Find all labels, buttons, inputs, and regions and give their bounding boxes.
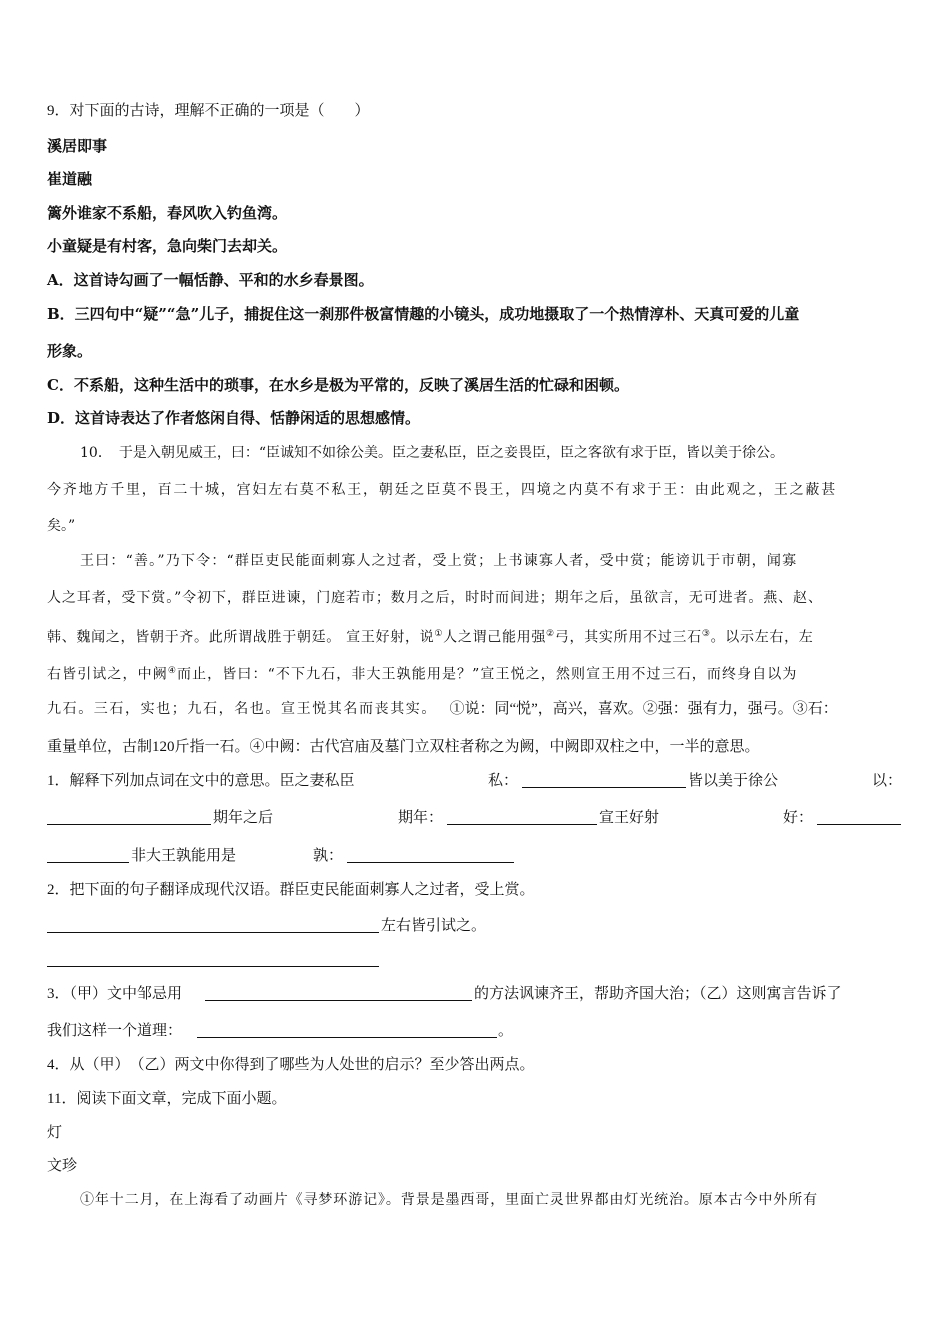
q9-option-b-line-1: B．三四句中“疑”“急”儿子，捕捉住这一刹那件极富情趣的小镜头，成功地摄取了一个热情淳朴、天真可爱的儿童: [47, 305, 800, 323]
article-paragraph-1: ①年十二月，在上海看了动画片《寻梦环游记》。背景是墨西哥，里面亡灵世界都由灯光统治。原本古今中外所有: [80, 1192, 818, 1208]
footnote-mark: ①: [434, 629, 444, 639]
q10-sub1-label-yi: 以：: [872, 773, 903, 789]
q10-passage-1-line-3: 矣。”: [47, 518, 76, 534]
q10-sub1-label-hao: 好：: [783, 810, 814, 826]
answer-blank-translation-1[interactable]: [47, 916, 379, 933]
answer-blank-shu[interactable]: [347, 846, 514, 863]
answer-blank-hao[interactable]: [817, 808, 901, 825]
q10-sub3-period: 。: [498, 1023, 514, 1039]
q11-stem: 11．阅读下面文章，完成下面小题。: [47, 1091, 287, 1107]
q10-sub2-sentence-2: 左右皆引试之。: [381, 918, 487, 934]
q10-passage-1-line-2: 今齐地方千里，百二十城，宫妇左右莫不私王，朝廷之臣莫不畏王，四境之内莫不有求于王：由此观之，王之蔽甚: [47, 482, 837, 498]
footnote-mark: ③: [701, 629, 711, 639]
answer-blank-hao-2[interactable]: [47, 846, 129, 863]
passage-text: 弓，其实所用不过三石: [554, 629, 702, 646]
q9-option-a: A．这首诗勾画了一幅恬静、平和的水乡春景图。: [47, 271, 374, 289]
passage-text: 九石。三石，实也；九石，名也。宣王悦其名而丧其实。: [47, 701, 437, 717]
q10-sub1-label-si: 私：: [488, 773, 519, 789]
q10-sub1-label-shu: 孰：: [313, 848, 344, 864]
q10-sub1-phrase-5: 非大王孰能用是: [131, 848, 237, 864]
q10-sub1-phrase-2: 皆以美于徐公: [688, 773, 779, 789]
q10-passage-2-line-4: [47, 661, 907, 685]
q10-footnotes-line-2: 重量单位，古制120斤指一石。④中阙：古代宫庙及墓门立双柱者称之为阙，中阙即双柱之中，一半的意思。: [47, 739, 760, 755]
poem-line-1: 篱外谁家不系船，春风吹入钓鱼湾。: [47, 204, 288, 222]
q10-sub3-prompt-c: 我们这样一个道理：: [47, 1023, 183, 1039]
q10-sub1-label-jinian: 期年：: [398, 810, 444, 826]
q10-sub2-prompt: 2．把下面的句子翻译成现代汉语。群臣吏民能面刺寡人之过者，受上赏。: [47, 882, 535, 898]
q10-sub3-prompt-a: 3．（甲）文中邹忌用: [47, 986, 183, 1002]
footnote-mark: ②: [546, 629, 555, 639]
q10-passage-2-line-5: [47, 699, 907, 719]
poem-author: 崔道融: [47, 170, 93, 188]
q10-sub4-prompt: 4．从（甲） （乙）两文中你得到了哪些为人处世的启示？至少答出两点。: [47, 1057, 535, 1073]
passage-text: 人之谓己能用强: [443, 629, 547, 646]
answer-blank-yi[interactable]: [47, 808, 211, 825]
q9-option-b-line-2: 形象。: [47, 342, 93, 360]
q10-passage-1-line-1: 10． 于是入朝见威王，曰：“臣诚知不如徐公美。臣之妻私臣，臣之妾畏臣，臣之客欲有求于臣，皆以美于徐公。: [80, 445, 784, 461]
answer-blank-jinian[interactable]: [447, 808, 597, 825]
q10-sub1-phrase-4: 宣王好射: [599, 810, 660, 826]
answer-blank-translation-2[interactable]: [47, 950, 379, 967]
answer-blank-lesson[interactable]: [197, 1021, 497, 1038]
q10-passage-2-line-2: 人之耳者，受下赏。”令初下，群臣进谏，门庭若市；数月之后，时时而间进；期年之后，虽欲言，无可进者。燕、赵、: [47, 590, 823, 606]
answer-blank-si[interactable]: [522, 771, 686, 788]
passage-text: 。以示左右，左: [710, 629, 814, 646]
poem-title: 溪居即事: [47, 137, 108, 155]
q10-passage-2-line-3: [47, 624, 907, 648]
answer-blank-method[interactable]: [205, 984, 472, 1001]
passage-text: 而止，皆曰：“不下九石，非大王孰能用是？”宣王悦之，然则宣王用不过三石，而终身自以为: [176, 666, 798, 683]
q9-option-d: D．这首诗表达了作者悠闲自得、恬静闲适的思想感情。: [47, 409, 421, 427]
q9-stem: 9．对下面的古诗，理解不正确的一项是（ ）: [47, 103, 370, 119]
footnote-mark: ④: [167, 666, 177, 676]
q10-sub1-prompt: 1．解释下列加点词在文中的意思。臣之妻私臣: [47, 773, 355, 789]
q10-passage-2-line-1: 王曰：“善。”乃下令：“群臣吏民能面刺寡人之过者，受上赏；上书谏寡人者，受中赏；能谤讥于市朝，闻寡: [80, 553, 798, 569]
article-title: 灯: [47, 1125, 63, 1141]
poem-line-2: 小童疑是有村客，急向柴门去却关。: [47, 237, 288, 255]
q10-sub1-phrase-3: 期年之后: [213, 810, 274, 826]
article-author: 文珍: [47, 1158, 78, 1174]
q9-option-c: C．不系船，这种生活中的琐事，在水乡是极为平常的，反映了溪居生活的忙碌和困顿。: [47, 376, 629, 394]
passage-text: 右皆引试之，中阙: [47, 666, 168, 683]
passage-text: 韩、魏闻之，皆朝于齐。此所谓战胜于朝廷。 宣王好射，说: [47, 629, 435, 646]
footnotes-text: ①说：同“悦”，高兴，喜欢。②强：强有力，强弓。③石：: [449, 701, 838, 717]
q10-sub3-prompt-b: 的方法讽谏齐王，帮助齐国大治；（乙）这则寓言告诉了: [474, 986, 842, 1002]
